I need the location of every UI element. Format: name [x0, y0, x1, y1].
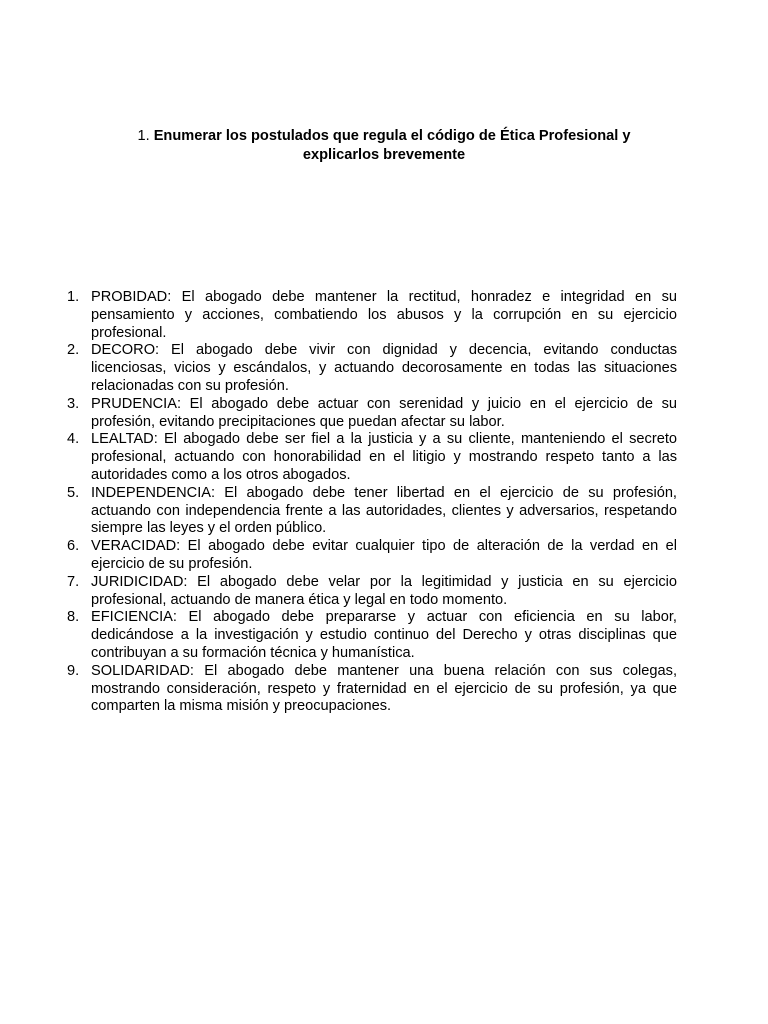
list-item-text: JURIDICIDAD: El abogado debe velar por la legitimidad y justicia en su ejercicio profesional, actuando de manera ética y legal en todo momento.	[91, 573, 677, 608]
heading-number: 1.	[137, 128, 150, 144]
list-item-number: 3.	[67, 395, 80, 412]
list-item-text: PROBIDAD: El abogado debe mantener la rectitud, honradez e integridad en su pensamiento y acciones, combatiendo los abusos y la corrupción en su ejercicio profesional.	[91, 289, 677, 341]
list-item-number: 1.	[67, 289, 80, 305]
list-item-number: 9.	[67, 662, 80, 679]
list-item-veracidad	[67, 538, 677, 574]
list-item-text: PRUDENCIA: El abogado debe actuar con serenidad y juicio en el ejercicio de su profesión, evitando precipitaciones que puedan afectar su labor.	[91, 395, 677, 430]
list-item-prudencia	[67, 395, 677, 432]
list-item-text: SOLIDARIDAD: El abogado debe mantener una buena relación con sus colegas, mostrando consideración, respeto y fraternidad en el ejercicio de su profesión, ya que comparten la misma misión y preocupaciones.	[91, 662, 677, 715]
list-item-number: 5.	[67, 484, 80, 501]
list-item-text: VERACIDAD: El abogado debe evitar cualquier tipo de alteración de la verdad en el ejercicio de su profesión.	[91, 538, 677, 572]
list-item-text: EFICIENCIA: El abogado debe prepararse y actuar con eficiencia en su labor, dedicándose a la investigación y estudio continuo del Derecho y otras disciplinas que contribuyan a su formación técnica y humanística.	[91, 609, 677, 661]
list-item-number: 4.	[67, 431, 80, 448]
list-item-number: 6.	[67, 538, 80, 555]
list-item-text: DECORO: El abogado debe vivir con dignidad y decencia, evitando conductas licenciosas, vicios y escándalos, y actuando decorosamente en todas las situaciones relacionadas con su profesión.	[91, 342, 677, 394]
list-item-independencia	[67, 484, 677, 538]
list-item-eficiencia	[67, 609, 677, 662]
list-item-text: LEALTAD: El abogado debe ser fiel a la justicia y a su cliente, manteniendo el secreto profesional, actuando con honorabilidad en el litigio y mostrando respeto tanto a las autoridades como a los otros abogados.	[91, 431, 677, 483]
list-item-juridicidad	[67, 573, 677, 610]
postulados-list	[67, 289, 677, 716]
list-item-decoro	[67, 342, 677, 395]
list-item-number: 7.	[67, 573, 80, 590]
list-item-number: 8.	[67, 609, 80, 626]
list-item-text: INDEPENDENCIA: El abogado debe tener libertad en el ejercicio de su profesión, actuando con independencia frente a las autoridades, clientes y adversarios, respetando siempre las leyes y el orden público.	[91, 484, 677, 537]
list-item-solidaridad	[67, 662, 677, 716]
list-item-probidad	[67, 289, 677, 342]
heading-text: Enumerar los postulados que regula el código de Ética Profesional y explicarlos brevemente	[153, 128, 631, 163]
list-item-number: 2.	[67, 342, 80, 359]
page-title	[100, 127, 668, 164]
list-item-lealtad	[67, 431, 677, 484]
